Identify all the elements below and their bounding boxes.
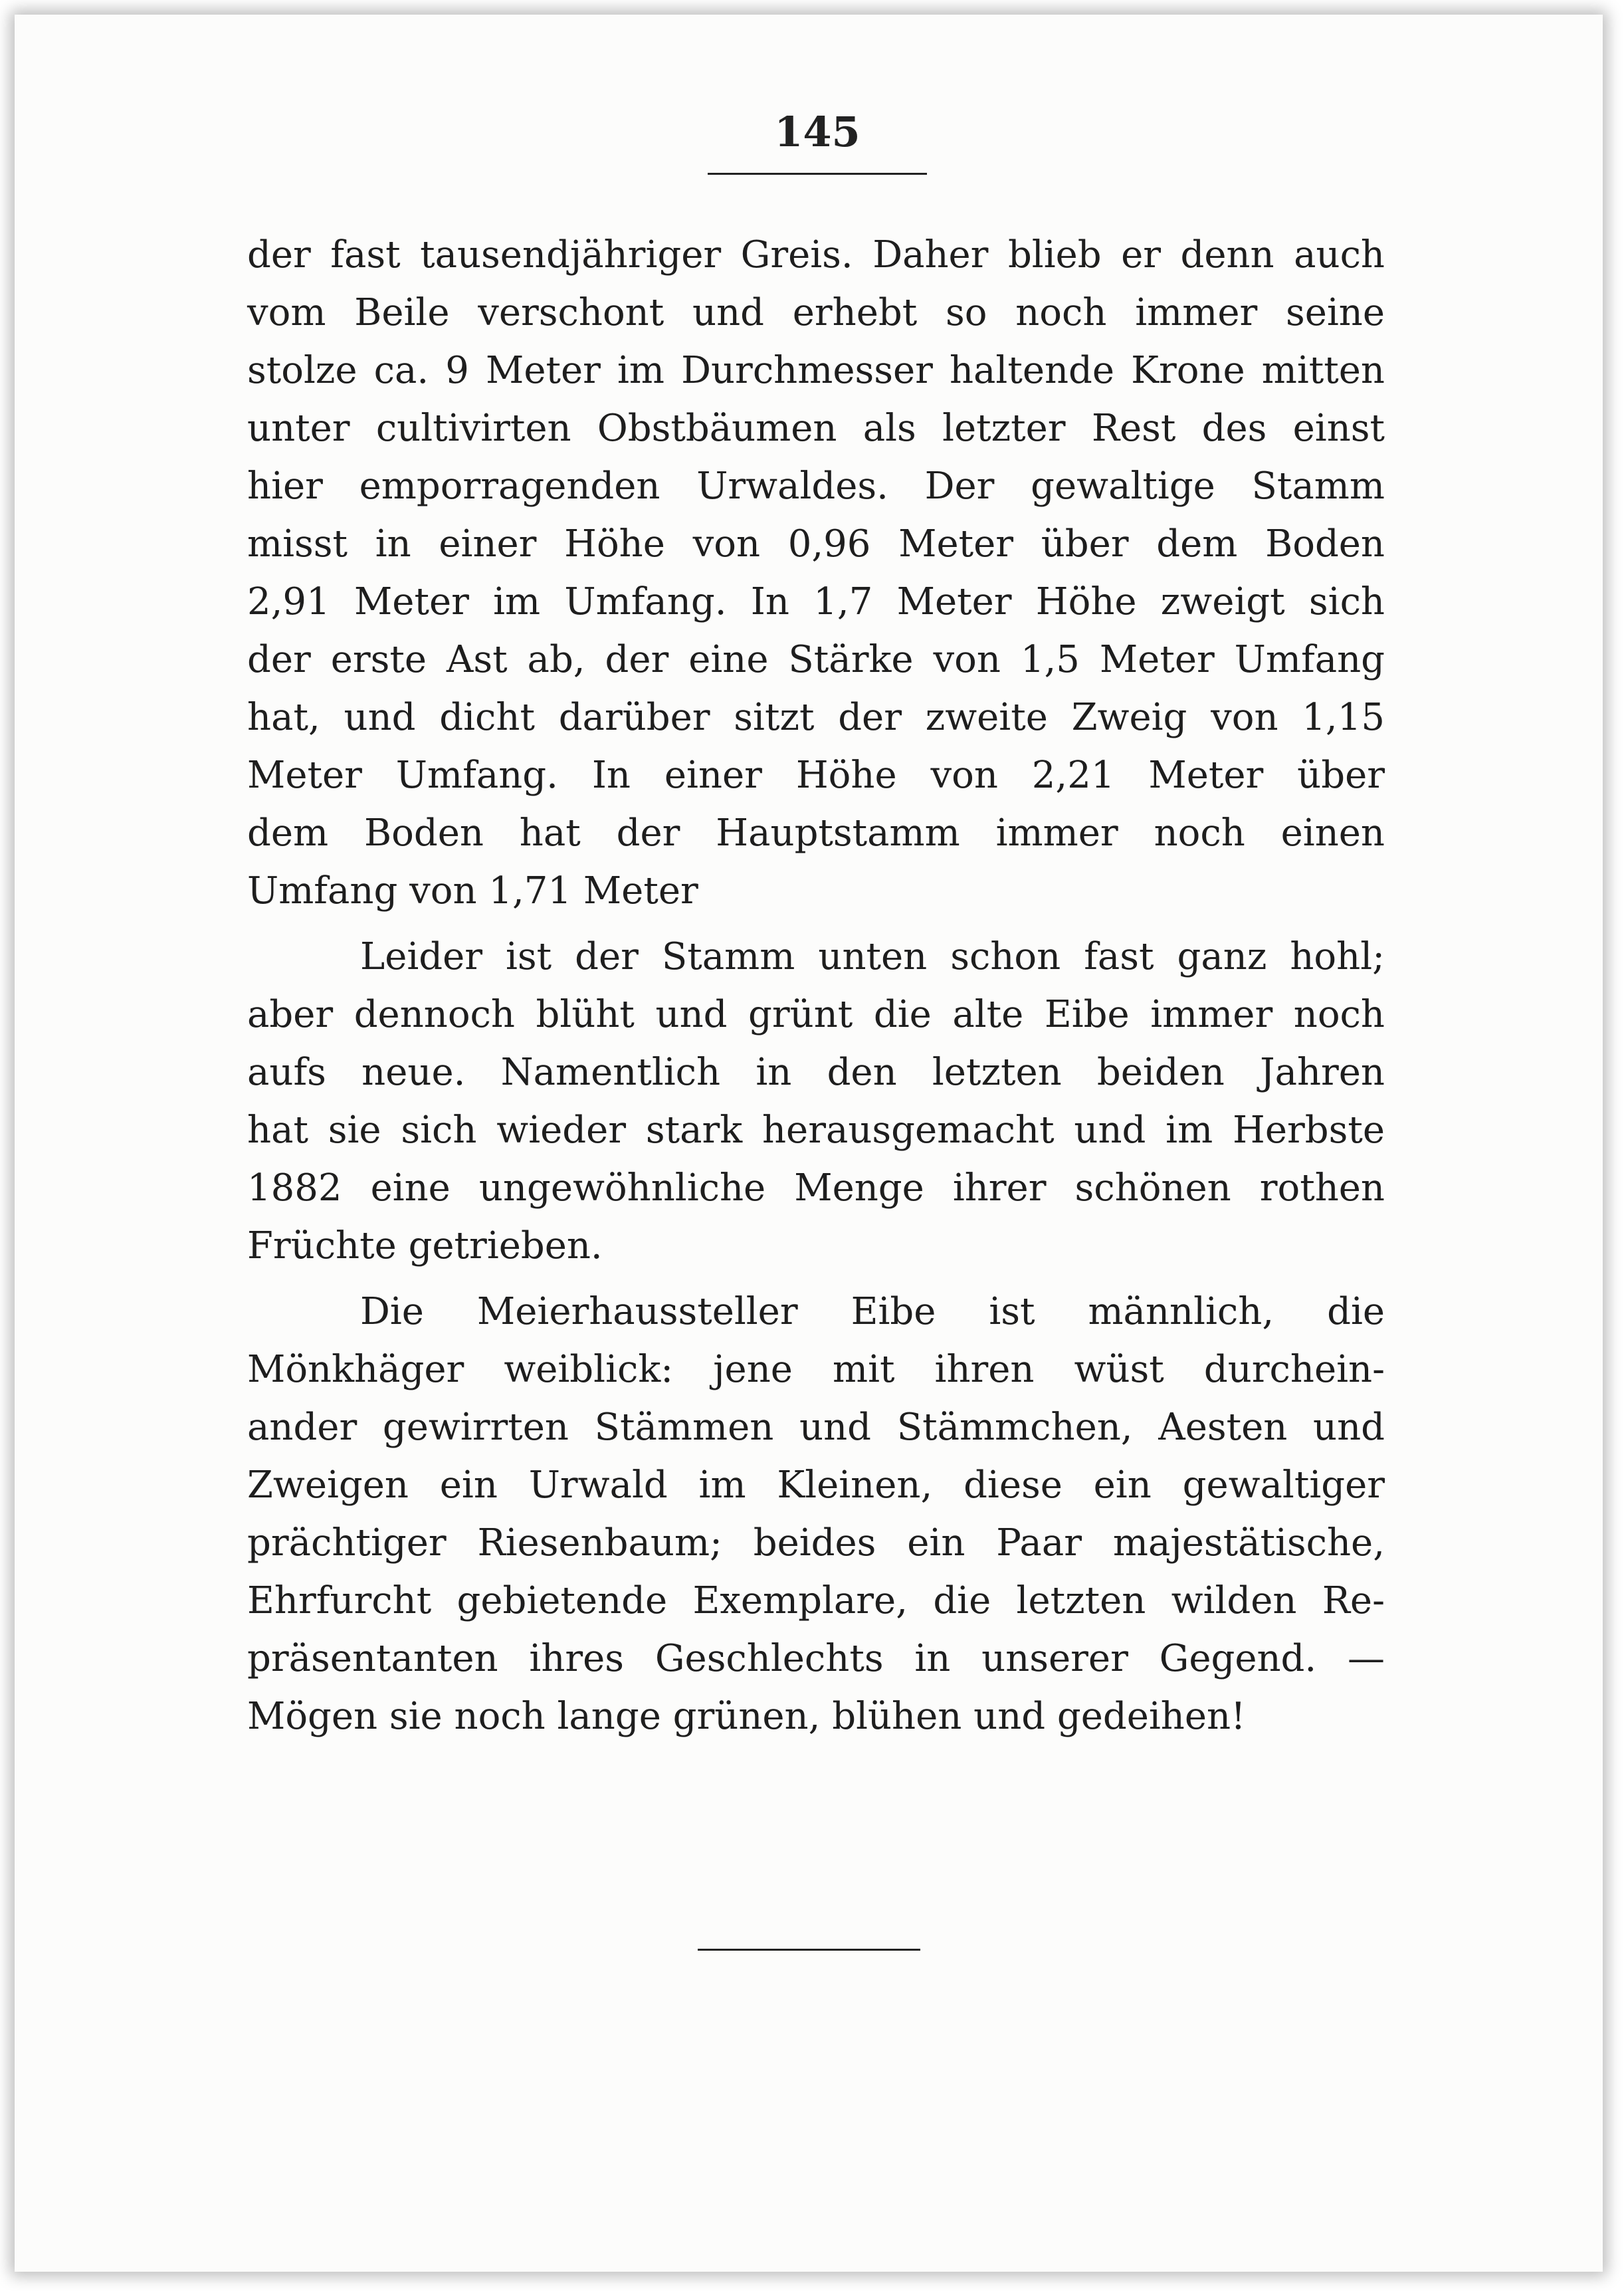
text-line: Zweigen ein Urwald im Kleinen, diese ein gewaltiger <box>247 1464 1385 1507</box>
body-text <box>247 226 1385 1745</box>
text-line: Die Meierhaussteller Eibe ist männlich, die <box>360 1290 1385 1333</box>
text-line: präsentanten ihres Geschlechts in unserer Gegend. — <box>247 1637 1385 1680</box>
text-line: hier emporragenden Urwaldes. Der gewaltige Stamm <box>247 465 1385 508</box>
text-line: der erste Ast ab, der eine Stärke von 1,5 Meter Umfang <box>247 638 1385 681</box>
text-line: aber dennoch blüht und grünt die alte Eibe immer noch <box>247 993 1385 1036</box>
text-line: 2,91 Meter im Umfang. In 1,7 Meter Höhe zweigt sich <box>247 580 1385 623</box>
text-line: Mönkhäger weiblick: jene mit ihren wüst durchein- <box>247 1348 1385 1391</box>
text-line: aufs neue. Namentlich in den letzten beiden Jahren <box>247 1051 1385 1094</box>
text-line: unter cultivirten Obstbäumen als letzter Rest des einst <box>247 407 1385 450</box>
text-line: der fast tausendjähriger Greis. Daher blieb er denn auch <box>247 233 1385 276</box>
footer-rule <box>698 1949 920 1951</box>
text-line: ander gewirrten Stämmen und Stämmchen, Aesten und <box>247 1406 1385 1449</box>
text-line: Ehrfurcht gebietende Exemplare, die letzten wilden Re- <box>247 1579 1385 1622</box>
text-line: stolze ca. 9 Meter im Durchmesser haltende Krone mitten <box>247 349 1385 392</box>
text-line: vom Beile verschont und erhebt so noch immer seine <box>247 291 1385 334</box>
paragraph-3 <box>247 1283 1385 1745</box>
text-line: Umfang von 1,71 Meter <box>247 869 698 913</box>
text-line: prächtiger Riesenbaum; beides ein Paar majestätische, <box>247 1521 1385 1565</box>
text-line: dem Boden hat der Hauptstamm immer noch einen <box>247 812 1385 855</box>
text-line: hat, und dicht darüber sitzt der zweite Zweig von 1,15 <box>247 696 1385 739</box>
paragraph-1 <box>247 226 1385 920</box>
text-line: misst in einer Höhe von 0,96 Meter über dem Boden <box>247 522 1385 566</box>
text-line: Leider ist der Stamm unten schon fast ganz hohl; <box>360 935 1385 978</box>
text-line: Meter Umfang. In einer Höhe von 2,21 Meter über <box>247 754 1385 797</box>
text-line: hat sie sich wieder stark herausgemacht und im Herbste <box>247 1109 1385 1152</box>
text-line: Mögen sie noch lange grünen, blühen und gedeihen! <box>247 1695 1246 1738</box>
paragraph-2 <box>247 928 1385 1275</box>
page-number: 145 <box>774 108 861 156</box>
text-line: Früchte getrieben. <box>247 1224 603 1267</box>
header-rule <box>708 173 927 175</box>
text-line: 1882 eine ungewöhnliche Menge ihrer schönen rothen <box>247 1166 1385 1210</box>
